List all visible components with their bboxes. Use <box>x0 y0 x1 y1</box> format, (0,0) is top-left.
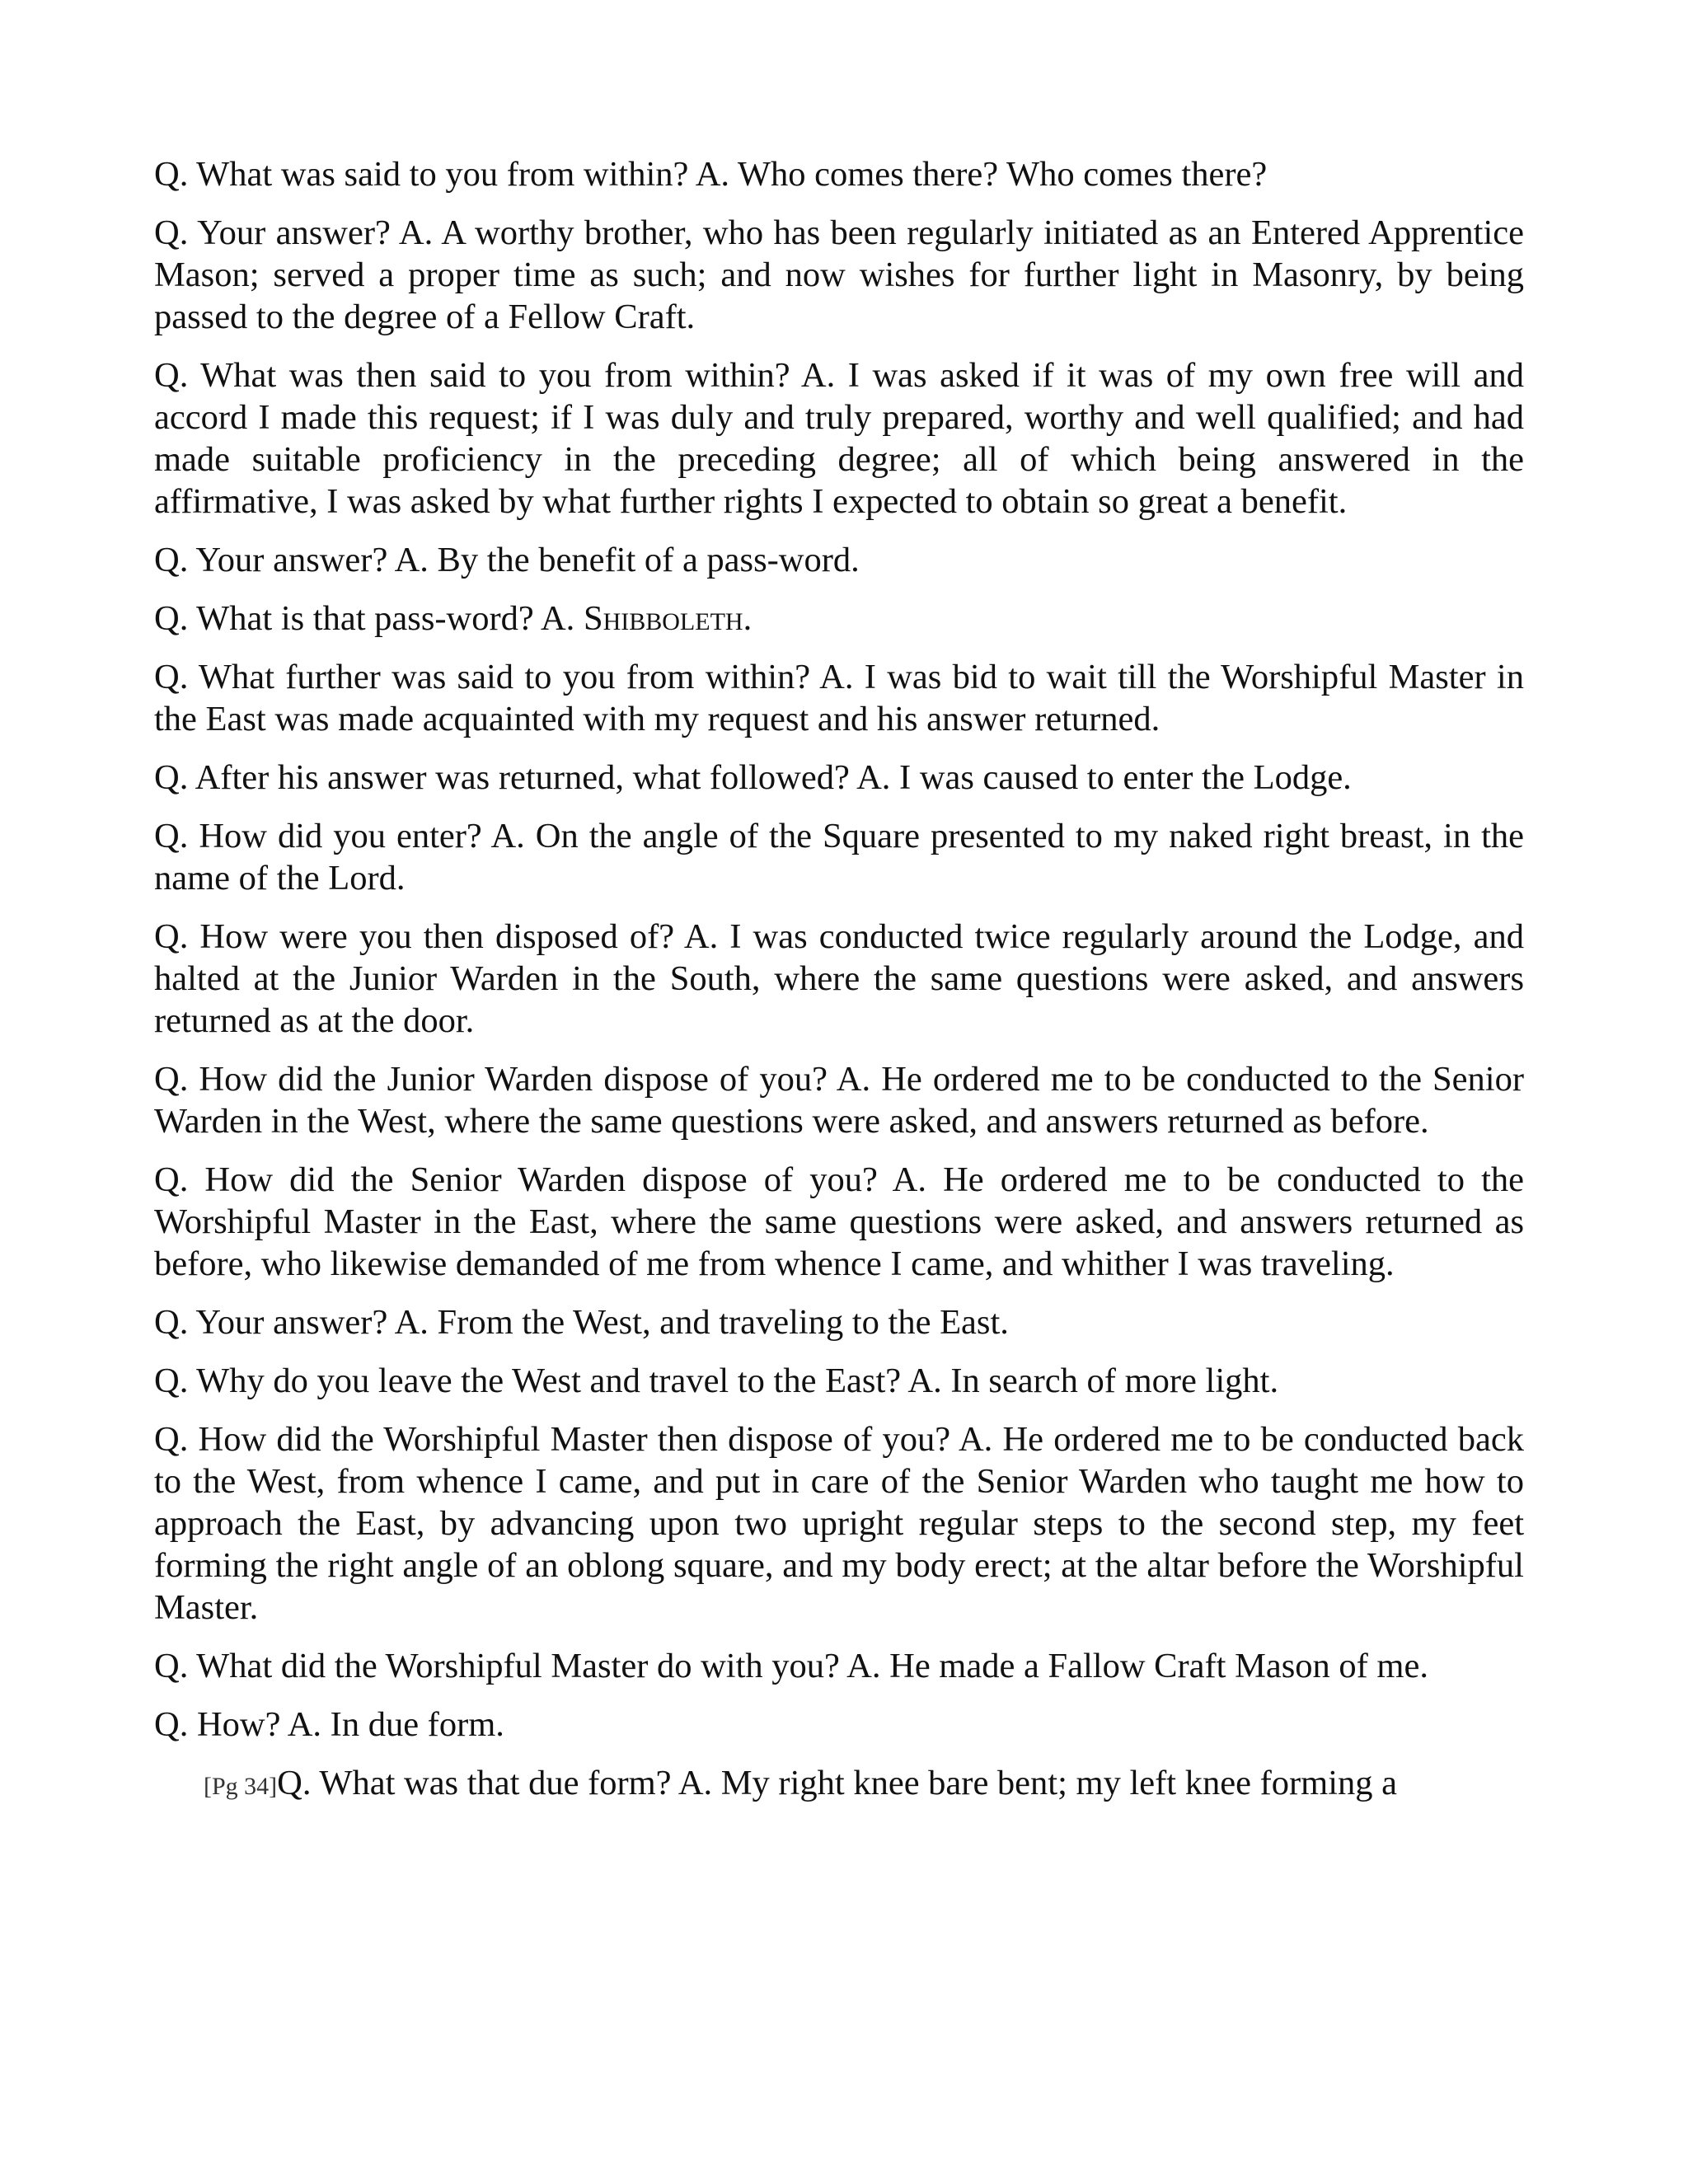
password-suffix: . <box>743 599 753 638</box>
paragraph-last <box>154 1762 1524 1807</box>
paragraph: Q. What did the Worshipful Master do with you? A. He made a Fallow Craft Mason of me. <box>154 1647 1428 1685</box>
paragraph: Q. How did the Junior Warden dispose of you? A. He ordered me to be conducted to the Senior Warden in the West, where the same questions were asked, and answers returned as before. <box>154 1060 1524 1141</box>
paragraph: Q. Your answer? A. By the benefit of a pass-word. <box>154 541 860 579</box>
last-line-text: Q. What was that due form? A. My right knee bare bent; my left knee forming a <box>277 1764 1397 1802</box>
paragraph: Q. Why do you leave the West and travel to the East? A. In search of more light. <box>154 1361 1279 1400</box>
paragraph: Q. How did you enter? A. On the angle of the Square presented to my naked right breast, in the name of the Lord. <box>154 817 1524 898</box>
paragraph: Q. What further was said to you from within? A. I was bid to wait till the Worshipful Master in the East was made acquainted with my request and his answer returned. <box>154 658 1524 738</box>
paragraph-password <box>154 598 1524 640</box>
page-number-marker: [Pg 34] <box>204 1773 278 1800</box>
paragraph: Q. What was then said to you from within? A. I was asked if it was of my own free will and accord I made this request; if I was duly and truly prepared, worthy and well qualified; and had made suitable proficiency in the preceding degree; all of which being answered in the affirmative, I was asked by what further rights I expected to obtain so great a benefit. <box>154 356 1524 521</box>
paragraph: Q. How were you then disposed of? A. I was conducted twice regularly around the Lodge, and halted at the Junior Warden in the South, where the same questions were asked, and answers returned as at the door. <box>154 917 1524 1040</box>
paragraph: Q. After his answer was returned, what followed? A. I was caused to enter the Lodge. <box>154 758 1352 797</box>
paragraph: Q. How did the Worshipful Master then dispose of you? A. He ordered me to be conducted back to the West, from whence I came, and put in care of the Senior Warden who taught me how to approach the East, by advancing upon two upright regular steps to the second step, my feet forming the right angle of an oblong square, and my body erect; at the altar before the Worshipful Master. <box>154 1420 1524 1627</box>
paragraph: Q. Your answer? A. From the West, and traveling to the East. <box>154 1303 1009 1342</box>
document-page <box>154 153 1524 1824</box>
paragraph: Q. How? A. In due form. <box>154 1705 504 1744</box>
paragraph: Q. Your answer? A. A worthy brother, who has been regularly initiated as an Entered Apprentice Mason; served a proper time as such; and now wishes for further light in Masonry, by being passed to the degree of a Fellow Craft. <box>154 213 1524 336</box>
paragraph: Q. How did the Senior Warden dispose of you? A. He ordered me to be conducted to the Worshipful Master in the East, where the same questions were asked, and answers returned as before, who likewise demanded of me from whence I came, and whither I was traveling. <box>154 1160 1524 1283</box>
paragraph: Q. What was said to you from within? A. Who comes there? Who comes there? <box>154 155 1268 194</box>
password-word: Shibboleth <box>583 599 743 638</box>
password-question: Q. What is that pass-word? A. <box>154 599 584 638</box>
